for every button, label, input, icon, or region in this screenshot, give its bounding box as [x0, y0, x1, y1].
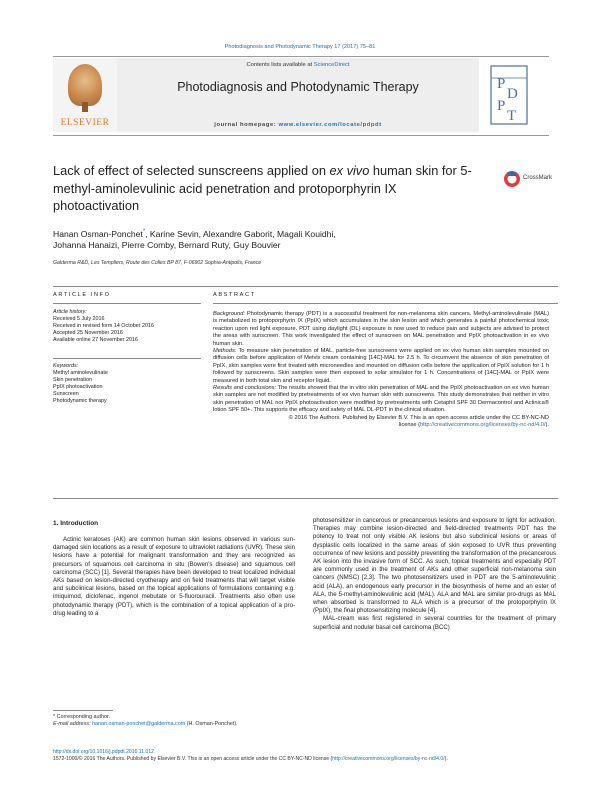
- article-history: [53, 309, 203, 344]
- history-accepted: Accepted 25 November 2016: [53, 330, 123, 337]
- author-list: [53, 227, 493, 252]
- history-revised: Received in revised form 14 October 2016: [53, 323, 154, 330]
- keyword: Methyl aminolevulinate: [53, 370, 108, 377]
- authors-line-2: Johanna Hanaizi, Pierre Comby, Bernard Ruty, Guy Bouvier: [53, 240, 281, 251]
- section-heading-introduction: 1. Introduction: [53, 520, 99, 527]
- keyword: Sunscreen: [53, 391, 79, 398]
- keyword: PpIX photoactivation: [53, 384, 103, 391]
- article-info-divider: [53, 303, 201, 304]
- keywords-block: [53, 363, 203, 406]
- homepage-link[interactable]: www.elsevier.com/locate/pdpdt: [278, 122, 382, 128]
- crossmark-badge[interactable]: [503, 170, 555, 195]
- license-statement: 1572-1000/© 2016 The Authors. Published by Elsevier B.V. This is an open access article under the CC BY-NC-ND license (http://creativecommons.org/licenses/by-nc-nd/4.0/).: [53, 756, 448, 763]
- abstract-methods: Methods: To measure skin penetration of MAL, particle-free sunscreens were applied on ex vivo human skin samples mounted on diffusion cells before application of Metvix cream containing [14C]-MAL for 2.5 h. To circumvent the absence of skin penetration of PpIX, skin samples were first treated with microneedles and mounted on diffusion cells before the application of PpIX solution for 1 h followed by sunscreens. Skin samples were then exposed to solar simulator for 1 h. Concentrations of [14C]-MAL or PpIX were measured in both total skin and receptor liquid.: [213, 348, 549, 384]
- journal-title[interactable]: Photodiagnosis and Photodynamic Therapy: [177, 80, 419, 94]
- elsevier-wordmark: ELSEVIER: [60, 118, 110, 128]
- journal-cover-logo: [479, 58, 549, 132]
- divider-abstract-end: [53, 498, 558, 499]
- divider-top: [53, 286, 558, 287]
- keyword: Photodynamic therapy: [53, 398, 107, 405]
- article-title: Lack of effect of selected sunscreens applied on ex vivo human skin for 5-methyl-aminolevulinic acid penetration and protoporphyrin IX photoactivation: [53, 163, 472, 213]
- journal-homepage: journal homepage: www.elsevier.com/locate/pdpdt: [214, 122, 382, 128]
- intro-paragraph-3: MAL-cream was first registered in several countries for the treatment of primary superficial and nodular basal cell carcinoma (BCC): [313, 615, 556, 631]
- keyword: Skin penetration: [53, 377, 92, 384]
- intro-paragraph-1: Actinic keratoses (AK) are common human skin lesions observed in various sun-damaged skin locations as a result of exposure to ultraviolet radiations (UVR). These skin lesions have a potential for malignant transformation and they are recognized as precursors of squamous cell carcinoma in situ (Bowen's disease) and squamous cell carcinoma (SCC) [1]. Several therapies have been developed to treat localized individual AKs based on lesion-directed cryotherapy and on field treatments that will target visible and subclinical lesions, based on the topical applications of formulations containing e.g. imiquimod, diclofenac, ingenol mebutate or 5-fluorouracil. Treatments also often use photodynamic therapy (PDT), which is the combination of a topical application of a pro-drug leading to a: [53, 536, 295, 617]
- svg-text:D: D: [507, 86, 518, 102]
- keywords-label: Keywords:: [53, 363, 79, 369]
- email-line: E-mail address: hanan.osman-ponchet@galderma.com (H. Osman-Ponchet).: [53, 721, 238, 728]
- journal-citation[interactable]: Photodiagnosis and Photodynamic Therapy 17 (2017) 75–81: [224, 44, 376, 50]
- svg-text:P: P: [497, 98, 506, 114]
- body-column-right: [313, 517, 556, 632]
- abstract-background: Background: Photodynamic therapy (PDT) is a successful treatment for non-melanoma skin cancers. Methyl-aminolevulinate (MAL) is metabolized to protoporphyrin IX (PpIX) which accumulates in the skin lesion and which generates a painful photochemical toxic reaction upon red light exposure. PDT using daylight (DL) exposure is now used to reduce pain and subjects are advised to protect the areas with sunscreen. This work investigated the effect of sunscreen on MAL penetration and PpIX photoactivation in ex vivo human skin.: [213, 311, 549, 347]
- corresponding-author-mark[interactable]: *: [142, 229, 146, 235]
- abstract-heading: ABSTRACT: [213, 292, 256, 298]
- contents-line: Contents lists available at ScienceDirect: [246, 62, 350, 68]
- intro-paragraph-2: photosensitizer in cancerous or precancerous lesions and exposure to light for activation. Therapies may combine lesion-directed and field-directed treatments PDT has the potency to treat not only visible AK lesions but also subclinical lesions or areas of dysplastic cells localized in the same areas of skin exposed to UVR thus preventing occurrence of new lesions and possibly preventing the transformation of the precancerous AK lesion into the invasive form of SCC. As such, topical treatments and especially PDT are commonly used in the treatment of AKs and other superficial non-melanoma skin cancers (NMSC) [2,3]. The two photosensitizers used in PDT are the 5-aminolevulinic acid (ALA), an endogenous early precursor in the biosynthesis of heme and an ester of ALA, the 5-methyl-aminolevulinic acid (MAL). ALA and MAL are similar pro-drugs as MAL when absorbed is transformed to ALA which is a precursor of the protoporphyrin IX (PpIX), the final photosensitizing molecule [4].: [313, 517, 556, 615]
- contents-box: [117, 58, 479, 132]
- authors-line-1: Hanan Osman-Ponchet*, Karine Sevin, Alexandre Gaborit, Magali Kouidhi,: [53, 228, 336, 239]
- footnote-rule: [53, 710, 113, 711]
- history-online: Available online 27 November 2016: [53, 337, 139, 344]
- elsevier-tree-icon: [68, 64, 102, 106]
- crossmark-label: CrossMark: [523, 175, 553, 181]
- svg-text:P: P: [497, 76, 506, 92]
- abstract-divider: [213, 303, 558, 304]
- footnote: [53, 714, 295, 728]
- keywords-divider: [53, 358, 201, 359]
- body-column-left: [53, 536, 295, 618]
- page-footer: [53, 749, 558, 763]
- svg-text:T: T: [507, 108, 517, 124]
- affiliation: Galderma R&D, Les Templiers, Route des Colles BP 87, F-06902 Sophia-Antipolis, France: [53, 260, 262, 266]
- corresponding-author-note: * Corresponding author.: [53, 714, 110, 720]
- corresponding-author: Hanan Osman-Ponchet: [53, 228, 143, 239]
- abstract-body: [213, 311, 549, 430]
- sciencedirect-link[interactable]: ScienceDirect: [313, 62, 350, 68]
- footer-license-link[interactable]: http://creativecommons.org/licenses/by-nc-nd/4.0/: [332, 756, 445, 763]
- pdpdt-logo-icon: [479, 58, 549, 132]
- history-received: Received 5 July 2016: [53, 316, 105, 323]
- email-link[interactable]: hanan.osman-ponchet@galderma.com: [91, 721, 186, 728]
- license-link[interactable]: http://creativecommons.org/licenses/by-nc-nd/4.0/: [420, 422, 546, 429]
- history-label: Article history:: [53, 309, 87, 315]
- elsevier-logo[interactable]: [53, 58, 117, 132]
- elsevier-trunk-icon: [82, 102, 88, 112]
- abstract-results: Results and conclusions: The results showed that the in vitro skin penetration of MAL and the PpIX photoactivation on ex vivo human skin samples are not modified by pretreatments of ex vivo human skin with sunscreens. This study demonstrates that neither in vitro skin penetration of MAL nor PpIX photoactivation were modified by pretreatments with Cetaphil SPF 30 Dermacontrol and Actinica® lotion SPF 50+. This supports the efficacy and safety of MAL DL-PDT in the clinical situation.: [213, 385, 549, 414]
- doi-link[interactable]: http://dx.doi.org/10.1016/j.pdpdt.2016.11.012: [53, 749, 155, 755]
- abstract-copyright: © 2016 The Authors. Published by Elsevier B.V. This is an open access article under the CC BY-NC-ND license (http://creativecommons.org/licenses/by-nc-nd/4.0/).: [288, 414, 549, 429]
- article-info-heading: ARTICLE INFO: [53, 292, 111, 298]
